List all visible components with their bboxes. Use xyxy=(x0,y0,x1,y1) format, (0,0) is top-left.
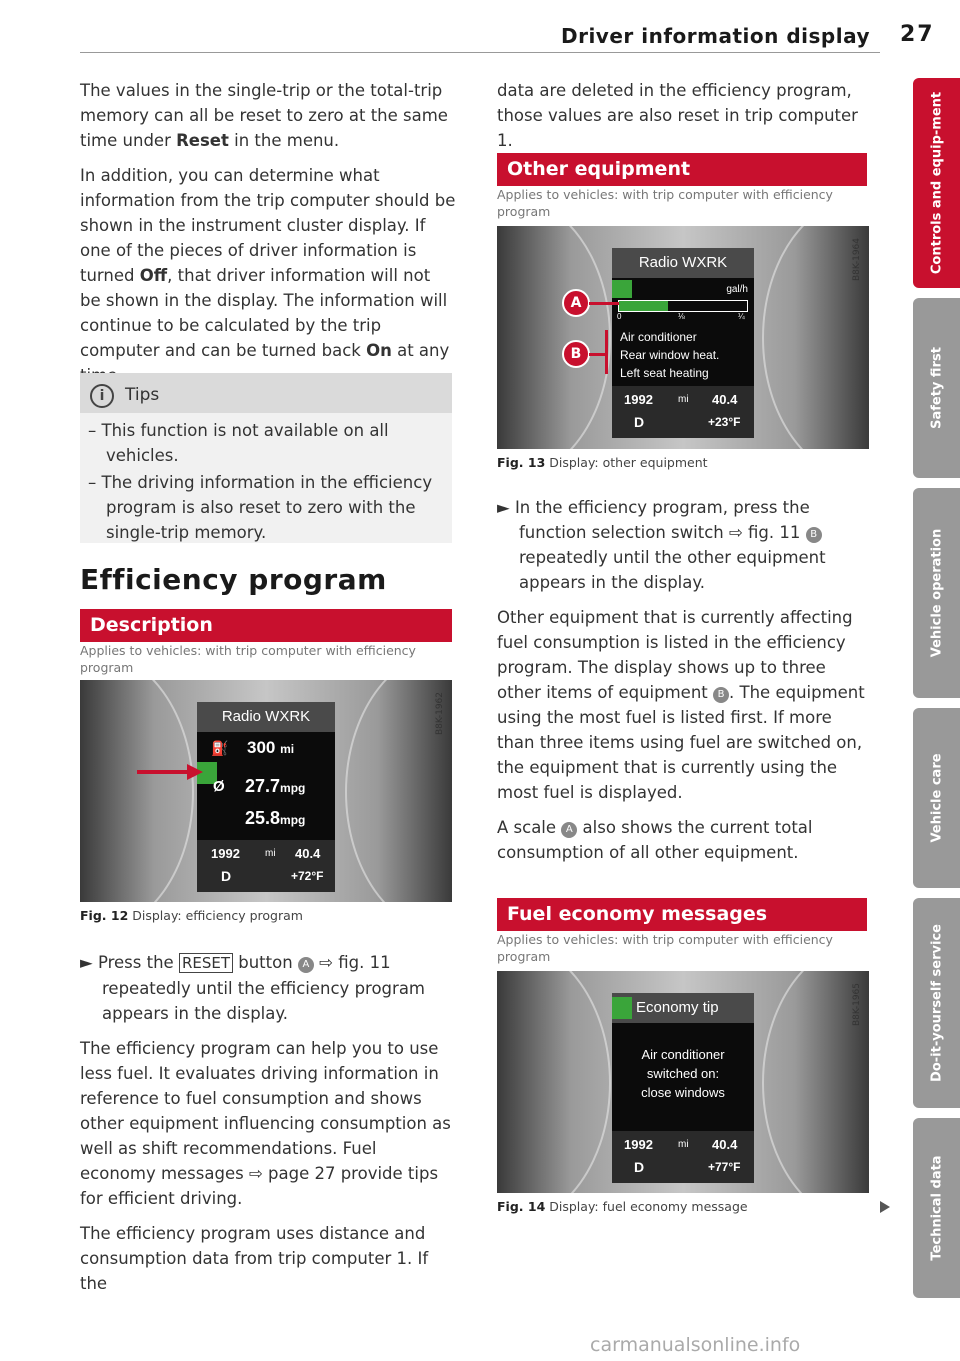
applies-note: Applies to vehicles: with trip computer with efficiency program xyxy=(497,187,833,219)
outside-temp: +72°F xyxy=(291,869,324,883)
side-tab-controls[interactable]: Controls and equip-ment xyxy=(913,78,960,288)
cluster-screen xyxy=(612,993,754,1183)
figure-code: B8K-1962 xyxy=(435,692,445,736)
right-intro: data are deleted in the efficiency program, those values are also reset in trip computer 1. xyxy=(497,81,858,150)
efficiency-data-source: The efficiency program uses distance and consumption data from trip computer 1. If the xyxy=(80,1224,429,1293)
side-tab-safety[interactable]: Safety first xyxy=(913,298,960,478)
cluster-screen xyxy=(612,248,754,438)
odometer-unit: mi xyxy=(678,394,689,405)
figure-14-caption: Fig. 14 Display: fuel economy message xyxy=(497,1199,748,1214)
range-value: 300 mi xyxy=(247,738,295,757)
callout-b: B xyxy=(562,340,590,368)
continue-arrow-icon xyxy=(880,1201,890,1213)
screen-title: Economy tip xyxy=(612,993,754,1023)
reset-paragraph: The values in the single-trip or the total-trip memory can all be reset to zero at the same time under Reset in the menu. xyxy=(80,81,448,150)
page-number: 27 xyxy=(900,22,935,47)
consumption-unit: gal/h xyxy=(726,284,748,295)
equipment-item: Left seat heating xyxy=(620,366,709,380)
right-body xyxy=(497,495,872,875)
applies-note: Applies to vehicles: with trip computer with efficiency program xyxy=(80,643,416,675)
other-equipment-section-bar: Other equipment xyxy=(497,153,867,186)
equipment-item: Air conditioner xyxy=(620,330,697,344)
screen-title: Radio WXRK xyxy=(612,248,754,278)
info-icon: i xyxy=(90,384,114,408)
header-divider xyxy=(80,52,880,53)
odometer-unit: mi xyxy=(678,1139,689,1150)
callout-a: A xyxy=(562,289,590,317)
callout-b-bracket xyxy=(605,330,608,374)
avg-consumption-1: 27.7mpg xyxy=(245,776,306,796)
callout-a-line xyxy=(589,302,619,305)
figure-13-caption: Fig. 13 Display: other equipment xyxy=(497,455,708,470)
efficiency-description: The efficiency program can help you to use less fuel. It evaluates driving information in reference to fuel consumption and shows other equipment influencing consumption as well as shift recommendations. Fuel economy messages ⇨ page 27 provide tips for efficient driving. xyxy=(80,1039,451,1208)
odometer-unit: mi xyxy=(265,848,276,859)
callout-b-icon: B xyxy=(713,687,729,703)
equipment-instruction: ► In the efficiency program, press the function selection switch ⇨ fig. 11 B repeatedly until the other equipment appears in the display. xyxy=(497,498,826,592)
equipment-list xyxy=(620,328,719,382)
trip-distance: 40.4 xyxy=(712,1137,738,1152)
outside-temp: +77°F xyxy=(708,1160,741,1174)
figure-code: B8K-1964 xyxy=(852,238,862,282)
odometer: 1992 xyxy=(624,392,653,407)
outside-temp: +23°F xyxy=(708,415,741,429)
figure-14 xyxy=(497,971,869,1193)
economy-message: Air conditioner switched on: close windows xyxy=(641,1047,725,1100)
scale-description: A scale A also shows the current total consumption of all other equipment. xyxy=(497,818,813,862)
reset-key: RESET xyxy=(179,953,233,973)
callout-b-icon: B xyxy=(806,527,822,543)
reset-instruction: ► Press the RESET button A ⇨ fig. 11 repeatedly until the efficiency program appears in the display. xyxy=(80,953,425,1023)
figure-12 xyxy=(80,680,452,902)
tips-item: – The driving information in the efficiency program is also reset to zero with the single-trip memory. xyxy=(88,473,433,542)
arrow-icon xyxy=(135,762,205,782)
side-tab-vehicle-care[interactable]: Vehicle care xyxy=(913,708,960,888)
tips-title: Tips xyxy=(125,385,160,405)
avg-symbol: Ø xyxy=(213,778,225,795)
equipment-item: Rear window heat. xyxy=(620,348,720,362)
scale-mid: ⅛ xyxy=(678,312,685,321)
figure-12-caption: Fig. 12 Display: efficiency program xyxy=(80,908,303,923)
gear-indicator: D xyxy=(634,1159,645,1175)
trip-distance: 40.4 xyxy=(712,392,738,407)
applies-note: Applies to vehicles: with trip computer with efficiency program xyxy=(497,932,833,964)
scale-min: 0 xyxy=(617,312,622,321)
scale-max: ¼ xyxy=(738,312,745,321)
tips-list xyxy=(88,418,443,547)
figure-code: B8K-1965 xyxy=(852,983,862,1027)
gear-indicator: D xyxy=(634,414,645,430)
description-section-bar: Description xyxy=(80,609,452,642)
fuel-pump-icon: ⛽ xyxy=(211,740,229,756)
watermark: carmanualsonline.info xyxy=(590,1334,801,1356)
efficiency-icon xyxy=(612,997,632,1019)
odometer: 1992 xyxy=(211,846,240,861)
side-tab-technical-data[interactable]: Technical data xyxy=(913,1118,960,1298)
efficiency-icon xyxy=(612,280,632,298)
avg-consumption-2: 25.8mpg xyxy=(245,808,306,828)
trip-distance: 40.4 xyxy=(295,846,321,861)
efficiency-program-heading: Efficiency program xyxy=(80,563,387,596)
equipment-description: Other equipment that is currently affecting fuel consumption is listed in the efficiency program. The display shows up to three other items of equipment B . The equipment using the most fuel is listed first. If more than three items using fuel are switched on, the equipment that is currently using the most fuel is displayed. xyxy=(497,608,865,802)
consumption-bar xyxy=(619,301,668,311)
callout-a-icon: A xyxy=(561,822,577,838)
left-intro xyxy=(80,78,456,398)
screen-title: Radio WXRK xyxy=(197,702,335,732)
cluster-screen xyxy=(197,702,335,892)
side-tab-diy-service[interactable]: Do-it-yourself service xyxy=(913,898,960,1108)
page-header-title: Driver information display xyxy=(560,24,870,48)
tips-item: – This function is not available on all vehicles. xyxy=(88,421,389,465)
odometer: 1992 xyxy=(624,1137,653,1152)
figure-13 xyxy=(497,226,869,449)
consumption-scale xyxy=(618,300,748,312)
gear-indicator: D xyxy=(221,868,232,884)
side-tab-vehicle-operation[interactable]: Vehicle operation xyxy=(913,488,960,698)
display-paragraph: In addition, you can determine what information from the trip computer should be shown in the instrument cluster display. If one of the pieces of driver information is turned Off, that driver information will not be shown in the display. The information will continue to be calculated by the trip computer and can be turned back On at any xyxy=(80,166,456,360)
fuel-economy-section-bar: Fuel economy messages xyxy=(497,898,867,931)
callout-a-icon: A xyxy=(298,957,314,973)
left-body-lower xyxy=(80,950,456,1306)
